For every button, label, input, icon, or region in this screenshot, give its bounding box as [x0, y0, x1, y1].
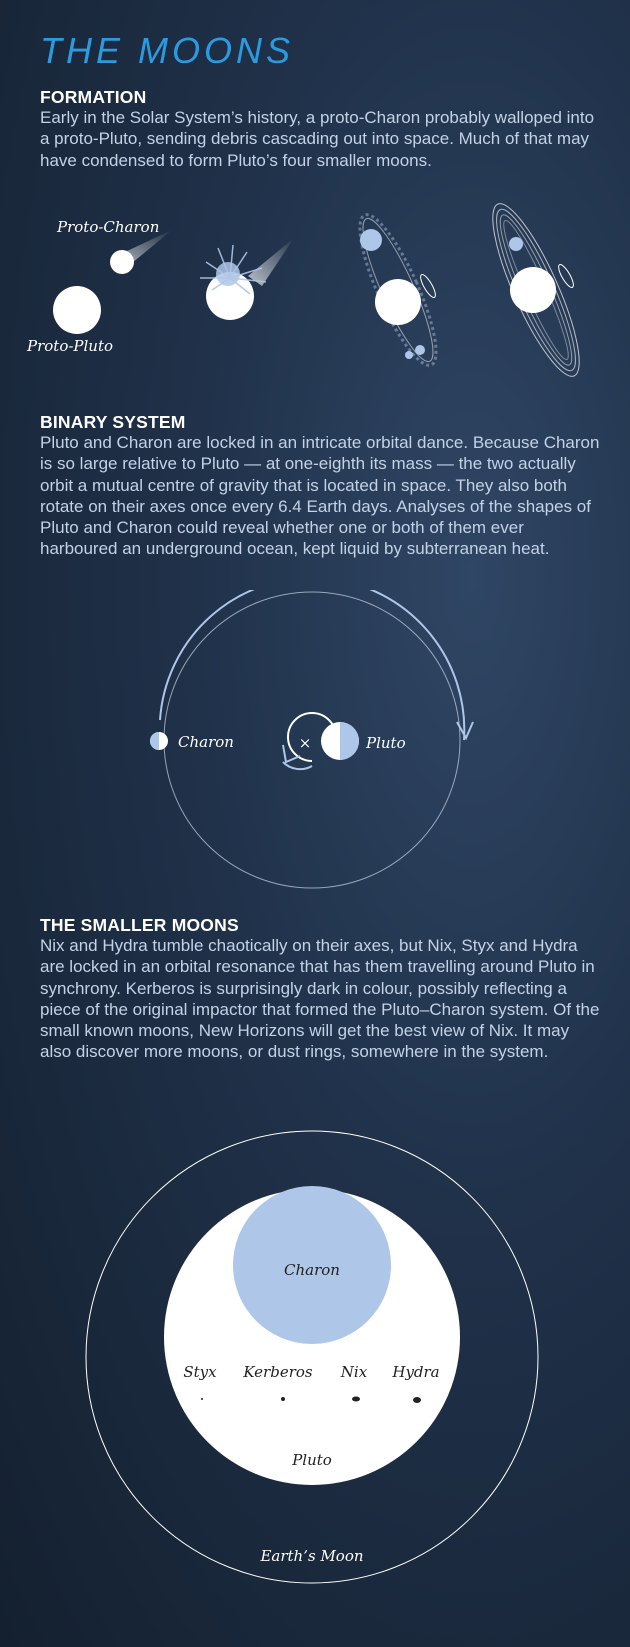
charon — [150, 732, 168, 750]
formation-body: Early in the Solar System’s history, a proto-Charon probably walloped into a proto-Pluto, sending debris cascading out into space. Much of that may have condensed to form Pluto’s four smaller moons. — [40, 108, 595, 170]
kerberos-dot — [281, 1397, 285, 1401]
charon-size-label: Charon — [284, 1261, 340, 1279]
smaller-moons-body: Nix and Hydra tumble chaotically on their axes, but Nix, Styx and Hydra are locked in an orbital resonance that has them travelling around Pluto in synchrony. Kerberos is surprisingly dark in colour, possibly reflecting a piece of the original impactor that formed the Pluto–Charon system. Of the small known moons, New Horizons will get the best view of Nix. It may also discover more moons, or dust rings, somewhere in the system. — [40, 936, 600, 1062]
charon-label: Charon — [178, 733, 234, 751]
kerberos-label: Kerberos — [243, 1363, 313, 1381]
pluto — [321, 722, 359, 760]
binary-orbit-diagram — [0, 590, 630, 900]
hydra-dot — [413, 1397, 421, 1403]
nix-dot — [352, 1397, 360, 1402]
barycenter-marker: × — [298, 734, 312, 752]
binary-section — [40, 412, 600, 560]
ring-stage — [478, 195, 595, 385]
pluto-size-label: Pluto — [292, 1451, 332, 1469]
proto-charon-label: Proto-Charon — [57, 218, 160, 236]
binary-body: Pluto and Charon are locked in an intricate orbital dance. Because Charon is so large relative to Pluto — at one-eighth its mass — the two actually orbit a mutual centre of gravity that is located in space. They also both rotate on their axes once every 6.4 Earth days. Analyses of the shapes of Pluto and Charon could reveal whether one or both of them ever harboured an underground ocean, kept liquid by subterranean heat. — [40, 433, 600, 559]
smaller-moons-section — [40, 915, 600, 1063]
pluto-label: Pluto — [366, 734, 406, 752]
smaller-moons-heading: THE SMALLER MOONS — [40, 915, 239, 935]
proto-pluto-label: Proto-Pluto — [27, 337, 114, 355]
binary-heading: BINARY SYSTEM — [40, 412, 186, 432]
nix-label: Nix — [340, 1363, 368, 1381]
impact-stage — [200, 238, 294, 320]
debris-disk-stage — [346, 207, 449, 373]
formation-section — [40, 87, 600, 171]
styx-label: Styx — [183, 1363, 217, 1381]
earths-moon-label: Earth’s Moon — [260, 1547, 364, 1565]
hydra-label: Hydra — [392, 1363, 440, 1381]
pluto-orbit-arrow — [283, 745, 300, 762]
formation-heading: FORMATION — [40, 87, 147, 107]
styx-dot — [201, 1398, 203, 1400]
size-comparison-diagram — [0, 1115, 630, 1647]
proto-charon — [110, 250, 134, 274]
pluto-orbit-lower — [283, 762, 312, 769]
formation-diagram — [0, 190, 630, 405]
charon-orbit-arc — [160, 590, 464, 740]
page-title: THE MOONS — [40, 30, 295, 71]
proto-pluto — [53, 286, 101, 334]
